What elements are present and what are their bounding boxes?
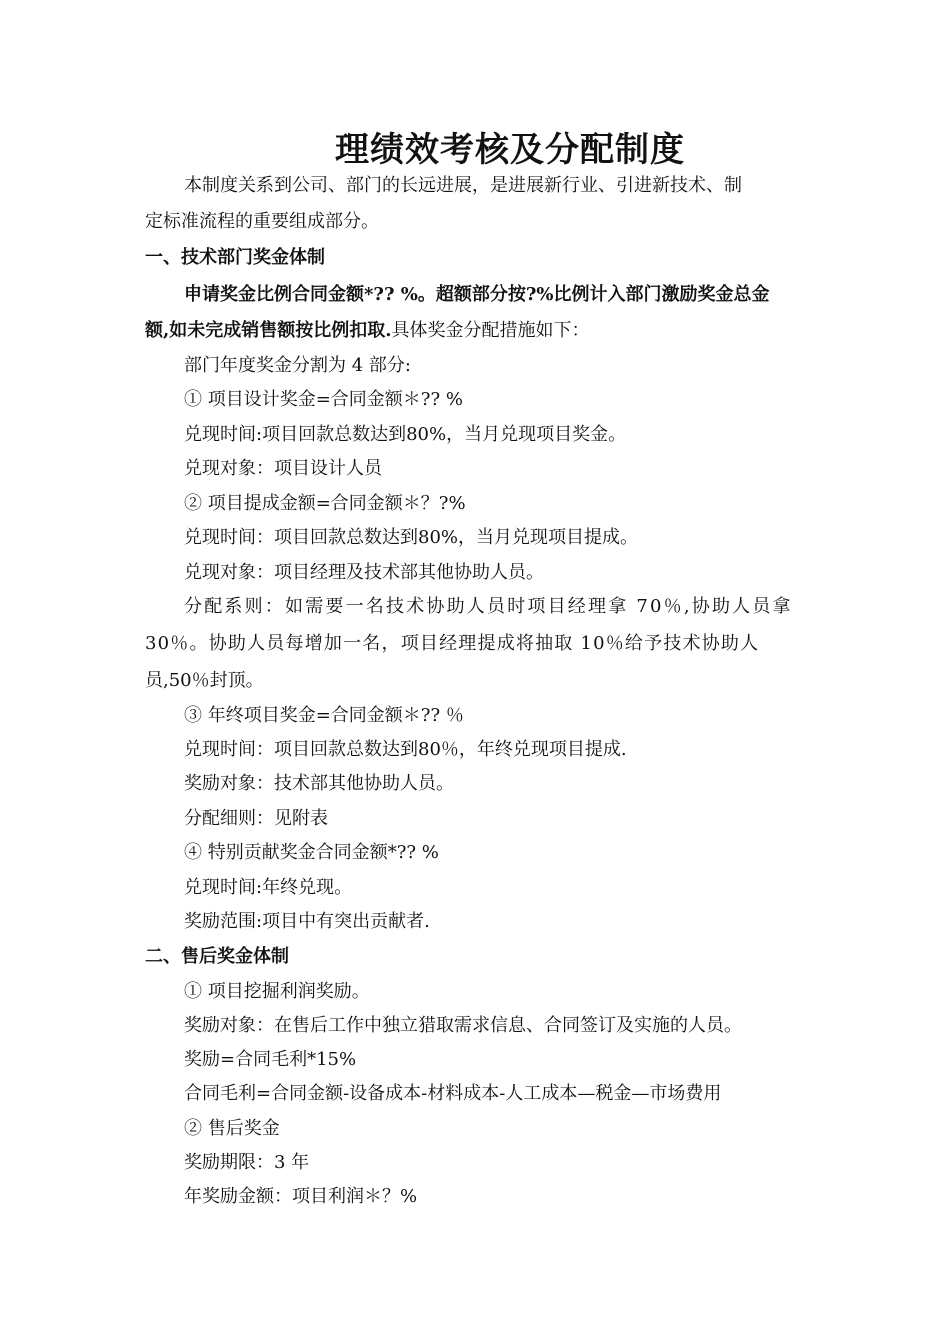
item-1-title: ① 项目设计奖金=合同金额＊?? %	[184, 389, 463, 410]
item-4-scope: 奖励范围:项目中有突出贡献者.	[184, 911, 430, 932]
s2-item-1-target: 奖励对象：在售后工作中独立猎取需求信息、合同签订及实施的人员。	[184, 1015, 742, 1036]
s2-item-2-amount: 年奖励金额：项目利润＊？%	[184, 1186, 418, 1207]
intro-line-2: 定标准流程的重要组成部分。	[145, 211, 379, 232]
item-4-title: ④ 特别贡献奖金合同金额*?? %	[184, 842, 439, 863]
section-1-heading: 一、技术部门奖金体制	[145, 247, 325, 268]
item-2-title: ② 项目提成金额=合同金额＊？?%	[184, 493, 466, 514]
ratio-line-3: 员,50％封顶。	[145, 670, 264, 691]
item-3-time: 兑现时间：项目回款总数达到80％，年终兑现项目提成.	[184, 739, 627, 760]
s2-item-1-profit: 合同毛利=合同金额-设备成本-材料成本-人工成本—税金—市场费用	[184, 1083, 722, 1104]
item-3-detail: 分配细则：见附表	[184, 808, 328, 829]
document-title: 理绩效考核及分配制度	[335, 130, 685, 170]
s2-item-2-period: 奖励期限：3 年	[184, 1152, 310, 1173]
item-1-time: 兑现时间:项目回款总数达到80%，当月兑现项目奖金。	[184, 424, 627, 445]
intro-line-1: 本制度关系到公司、部门的长远进展，是进展新行业、引进新技术、制	[184, 175, 742, 196]
item-1-target: 兑现对象：项目设计人员	[184, 458, 382, 479]
item-2-target: 兑现对象：项目经理及技术部其他协助人员。	[184, 562, 544, 583]
section-1-para-tail: 具体奖金分配措施如下：	[391, 320, 590, 341]
s2-item-1-formula: 奖励=合同毛利*15%	[184, 1049, 357, 1070]
item-3-target: 奖励对象：技术部其他协助人员。	[184, 773, 454, 794]
section-2-heading: 二、售后奖金体制	[145, 946, 289, 967]
s2-item-1-title: ① 项目挖掘利润奖励。	[184, 981, 370, 1002]
section-1-bold-line-2: 额,如未完成销售额按比例扣取.	[145, 320, 392, 341]
s2-item-2-title: ② 售后奖金	[184, 1118, 280, 1139]
item-3-title: ③ 年终项目奖金=合同金额＊?? ％	[184, 705, 464, 726]
ratio-line-2: 30％。协助人员每增加一名，项目经理提成将抽取 10％给予技术协助人	[145, 633, 760, 654]
section-1-para-line-2	[145, 318, 590, 344]
item-2-time: 兑现时间：项目回款总数达到80%，当月兑现项目提成。	[184, 527, 639, 548]
bonus-split-line: 部门年度奖金分割为 4 部分:	[184, 355, 411, 376]
item-4-time: 兑现时间:年终兑现。	[184, 877, 353, 898]
ratio-line-1: 分配系则：如需要一名技术协助人员时项目经理拿 70％,协助人员拿	[184, 596, 793, 617]
section-1-bold-line-1: 申请奖金比例合同金额*?? %。超额部分按?%比例计入部门激励奖金总金	[184, 284, 770, 305]
